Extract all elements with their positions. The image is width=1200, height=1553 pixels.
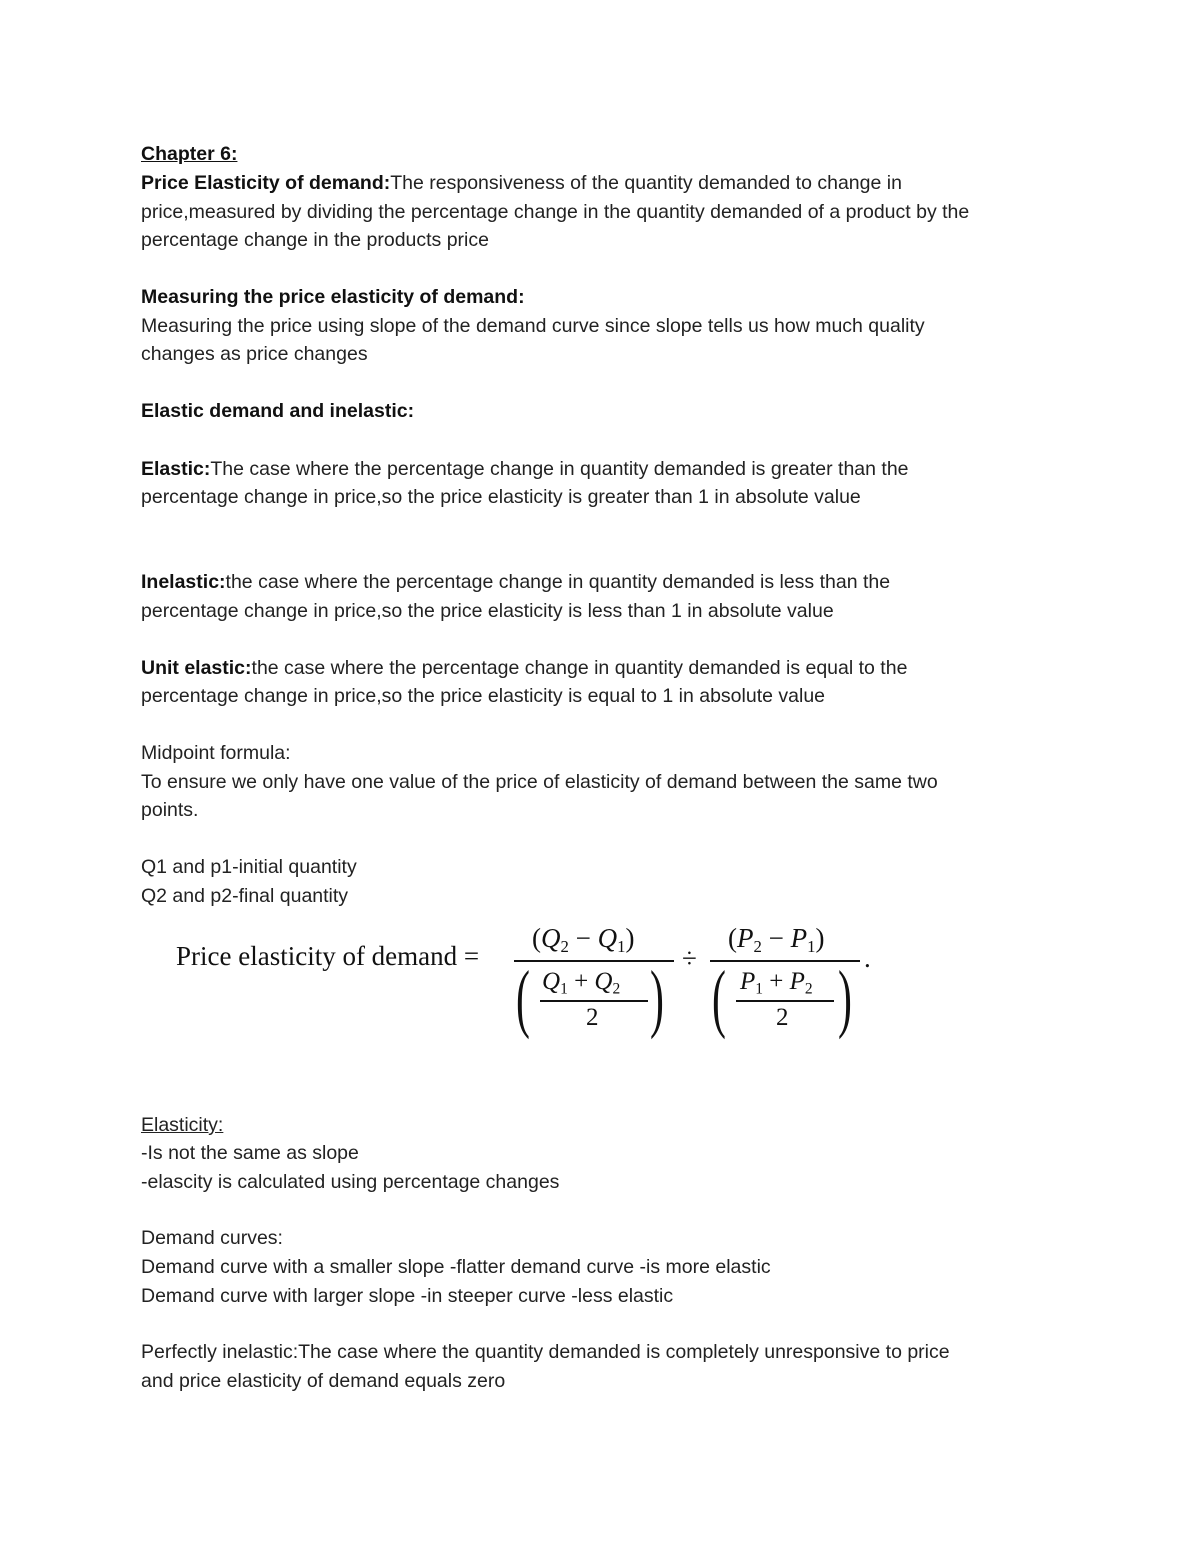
inner-bar-price [736,1000,834,1002]
price-change-numerator: $(P_2 - P_1)$ [728,923,825,957]
formula-lead: Price elasticity of demand = [176,941,480,971]
q1-note: Q1 and p1-initial quantity [141,856,357,878]
inelastic-text-1: the case where the percentage change in quantity demanded is less than the [225,571,891,593]
formula-period: . [864,943,871,973]
unit-elastic-line-1 [141,654,907,683]
unit-elastic-term: Unit elastic: [141,657,252,679]
left-paren-price: ( [712,956,726,1040]
inner-bar-quantity [540,1000,648,1002]
elastic-text-1: The case where the percentage change in quantity demanded is greater than the [210,458,909,480]
elastic-line-2: percentage change in price,so the price elasticity is greater than 1 in absolute value [141,486,861,508]
ped-term: Price Elasticity of demand: [141,172,391,194]
perfectly-inelastic-line-2: and price elasticity of demand equals zero [141,1370,506,1392]
demand-curves-line-2: Demand curve with larger slope -in steeper curve -less elastic [141,1285,674,1307]
unit-elastic-text-1: the case where the percentage change in quantity demanded is equal to the [251,657,908,679]
inelastic-term: Inelastic: [141,571,226,593]
midpoint-formula [176,920,896,1045]
ped-definition-line-2: price,measured by dividing the percentage change in the quantity demanded of a product by the [141,201,970,223]
measuring-heading: Measuring the price elasticity of demand: [141,286,525,308]
ped-text-1: The responsiveness of the quantity demanded to change in [390,172,902,194]
quantity-sum: $Q_1 + Q_2$ [542,968,621,998]
price-sum: $P_1 + P_2$ [740,968,813,998]
price-divisor: 2 [776,1004,789,1031]
quantity-divisor: 2 [586,1004,599,1031]
midpoint-line-1: To ensure we only have one value of the price of elasticity of demand between the same two [141,771,938,793]
q2-note: Q2 and p2-final quantity [141,885,349,907]
right-paren-price: ) [838,956,852,1040]
inelastic-line-1 [141,568,890,597]
elastic-inelastic-heading: Elastic demand and inelastic: [141,400,415,422]
elastic-line-1 [141,455,909,484]
demand-curves-heading: Demand curves: [141,1227,283,1249]
unit-elastic-line-2: percentage change in price,so the price elasticity is equal to 1 in absolute value [141,685,826,707]
quantity-change-numerator: $(Q_2 - Q_1)$ [532,923,635,957]
inelastic-line-2: percentage change in price,so the price elasticity is less than 1 in absolute value [141,600,834,622]
right-paren-quantity: ) [650,956,664,1040]
ped-definition-line-1 [141,169,902,198]
demand-curves-line-1: Demand curve with a smaller slope -flatter demand curve -is more elastic [141,1256,771,1278]
elastic-term: Elastic: [141,458,211,480]
elasticity-heading: Elasticity: [141,1114,224,1136]
left-paren-quantity: ( [516,956,530,1040]
elasticity-item-2: -elascity is calculated using percentage changes [141,1171,560,1193]
midpoint-heading: Midpoint formula: [141,742,291,764]
chapter-heading: Chapter 6: [141,143,238,165]
divide-sign: ÷ [682,943,697,973]
measuring-line-2: changes as price changes [141,343,368,365]
measuring-line-1: Measuring the price using slope of the demand curve since slope tells us how much quality [141,315,925,337]
midpoint-line-2: points. [141,799,199,821]
perfectly-inelastic-line-1: Perfectly inelastic:The case where the quantity demanded is completely unresponsive to price [141,1341,950,1363]
elasticity-item-1: -Is not the same as slope [141,1142,359,1164]
ped-definition-line-3: percentage change in the products price [141,229,489,251]
